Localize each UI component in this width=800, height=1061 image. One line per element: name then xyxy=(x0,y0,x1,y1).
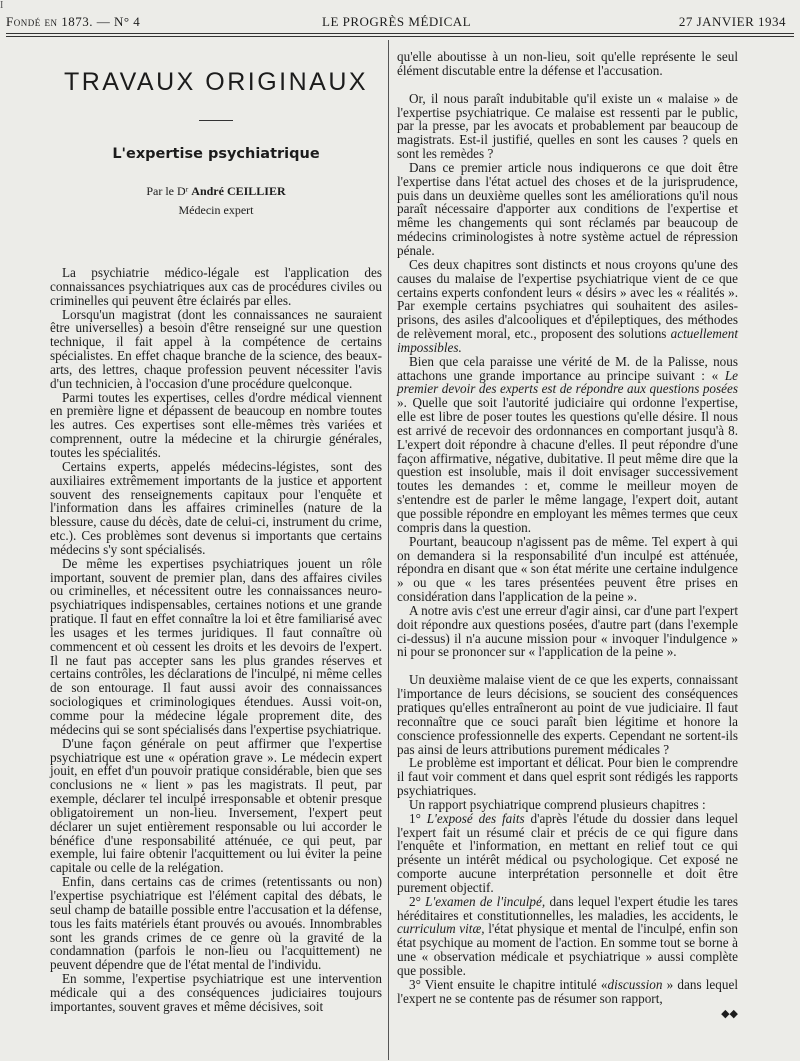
paragraph: Or, il nous paraît indubitable qu'il existe un « malaise » de l'expertise psychiatrique. Ce malaise est ressenti par le public, par la presse, par les avocats et probablement par beaucoup de magistrats. Est-il justifié, quelles en sont les causes ? quels en sont les remèdes ? xyxy=(397,90,738,162)
paragraph xyxy=(397,355,738,535)
header-rule-double xyxy=(6,36,794,37)
header-journal-title: LE PROGRÈS MÉDICAL xyxy=(322,14,472,29)
header-date: 27 JANVIER 1934 xyxy=(678,14,786,29)
right-column xyxy=(397,50,738,1006)
paragraph: Dans ce premier article nous indiquerons ce que doit être l'expertise dans l'état actuel des choses et de la jurisprudence, puis dans un deuxième quelles sont les améliorations qu'il nous paraît nécessaire d'apporter aux conditions de l'expertise et même les changements qui sont réclamés par beaucoup de médecins criminologistes à notre système actuel de répression pénale. xyxy=(397,159,738,258)
text-run: 3° Vient ensuite le chapitre intitulé « xyxy=(409,976,608,992)
text-run: l'état physique et mental de l'inculpé, enfin son état psychique au moment de l'action. En somme tout se borne à une « observation médicale et psychiatrique » aussi complète que possible. xyxy=(397,921,738,978)
text-run: Bien que cela paraisse une vérité de M. de la Palisse, nous attachons une grande importance au principe suivant : « xyxy=(397,353,738,383)
running-head xyxy=(6,14,786,34)
paragraph: D'une façon générale on peut affirmer que l'expertise psychiatrique est une « opération grave ». Le médecin expert jouit, en effet d'un pouvoir pratique considérable, bien que ses conclusions ne « lient » pas les magistrats. Il peut, par exemple, déclarer tel inculpé irresponsable et obtenir presque obligatoirement un non-lieu. Inversement, l'expert peut déclarer un sujet entièrement responsable ou lui accorder le bénéfice d'une responsabilité atténuée, ce qui peut, par exemple, lui faire obtenir l'acquittement ou lui éviter la peine capitale ou celle de la relégation. xyxy=(50,735,382,876)
paragraph: Un deuxième malaise vient de ce que les experts, connaissant l'importance de leurs décisions, se soucient des conséquences pratiques qu'elles entraîneront au point de vue judiciaire. Il faut reconnaître que ce souci paraît bien légitime et honore la conscience professionnelle des experts. Cependant ne sortent-ils pas ainsi de leurs attributions purement médicales ? xyxy=(397,672,738,757)
italic-text: discussion xyxy=(607,976,663,992)
column-divider xyxy=(388,40,389,1060)
text-run: dans lequel l'expert étudie les tares héréditaires et constitutionnelles, les maladies, les accidents, le xyxy=(397,893,738,923)
byline-prefix: Par le Dʳ xyxy=(146,184,192,198)
header-rule xyxy=(6,33,794,34)
list-item xyxy=(397,978,738,1006)
header-founded: Fondé en 1873. — N° 4 xyxy=(6,14,141,29)
item-number: 2° xyxy=(409,893,426,909)
italic-text: curriculum vitæ, xyxy=(397,921,485,937)
paragraph: En somme, l'expertise psychiatrique est une intervention médicale qui a des conséquences judiciaires toujours importantes, souvent graves et même décisives, soit xyxy=(50,971,382,1014)
text-run: ». Quelle que soit l'autorité judiciaire qui ordonne l'expertise, elle est libre de poser toutes les questions qu'elle désire. Il nous est arrivé de recevoir des ordonnances en comportant jusqu'à 8. L'expert doit répondre à chacune d'elles. Il peut répondre d'une façon affirmative, négative, dubitative. Il peut même dire que la question est insoluble, mais il doit envisager successivement toutes les demandes : et, comme le meilleur moyen de s'entendre est de parler le même langage, l'expert doit, autant que possible répondre en employant les mêmes termes que ceux compris dans la question. xyxy=(397,395,738,535)
italic-text: actuellement impossibles. xyxy=(397,326,739,355)
article-title: L'expertise psychiatrique xyxy=(112,146,320,162)
paragraph-gap xyxy=(397,78,738,92)
paragraph: Le problème est important et délicat. Pour bien le comprendre il faut voir comment et dans quel esprit sont rédigés les rapports psychiatriques. xyxy=(397,755,738,799)
continuation-paragraph: qu'elle aboutisse à un non-lieu, soit qu'elle représente le seul élément discutable entre la défense et l'accusation. xyxy=(397,49,738,78)
paragraph: A notre avis c'est une erreur d'agir ainsi, car d'une part l'expert doit répondre aux questions posées, d'autre part (dans l'exemple ci-dessus) il n'a aucune mission pour « invoquer l'indulgence » ni pour se prononcer sur « l'application de la peine ». xyxy=(397,602,738,660)
text-run: Ces deux chapitres sont distincts et nous croyons qu'une des causes du malaise de l'expertise psychiatrique vient de ce que certains experts confondent leurs « désirs » avec les « réalités ». Par exemple certains psychiatres qui souhaitent des asiles-prisons, des asiles d'alcooliques et d'épileptiques, des méthodes de relèvement moral, etc., proposent des solutions xyxy=(397,256,738,342)
paragraph: Certains experts, appelés médecins-légistes, sont des auxiliaires extrêmement importants de la justice et apportent souvent des renseignements capitaux pour l'enquête et l'information dans les affaires criminelles (nature de la blessure, cause du décès, date de celui-ci, instrument du crime, etc.). Ces problèmes sont devenus si importants que certains médecins s'y sont spécialisés. xyxy=(50,458,382,557)
paragraph: Pourtant, beaucoup n'agissent pas de même. Tel expert à qui on demandera si la responsabilité d'un inculpé est atténuée, répondra en disant que « son état mérite une certaine indulgence » ou que « les tares présentées peuvent être prises en considération dans l'application de la peine ». xyxy=(397,533,738,605)
margin-mark: I xyxy=(0,0,4,11)
italic-text: Le premier devoir des experts est de répondre aux questions posées xyxy=(397,367,738,397)
paragraph: Enfin, dans certains cas de crimes (retentissants ou non) l'expertise psychiatrique est l'élément capital des débats, le seul champ de bataille possible entre l'accusation et la défense, tous les faits matériels étant prouvés ou avoués. Innombrables sont les grands crimes de ce genre où la gravité de la condamnation (parfois le non-lieu ou l'acquittement) ne peuvent dépendre que de l'état mental de l'individu. xyxy=(50,874,382,973)
italic-text: L'exposé des faits xyxy=(426,810,525,826)
paragraph: Parmi toutes les expertises, celles d'ordre médical viennent en première ligne et dépassent de beaucoup en nombre toutes les autres. Ces expertises sont elle-mêmes très variées et comprennent, outre la médecine et la chirurgie générales, toutes les spécialités. xyxy=(50,389,382,460)
paragraph-gap xyxy=(397,659,738,673)
item-number: 1° xyxy=(409,810,427,826)
paragraph: La psychiatrie médico-légale est l'application des connaissances psychiatriques aux cas de procédures civiles ou criminelles qui peuvent être éclairés par elles. xyxy=(50,265,382,308)
end-ornament: ◆◆ xyxy=(721,1008,738,1020)
title-divider xyxy=(199,120,233,121)
author-affiliation: Médecin expert xyxy=(178,203,254,217)
author-name: André CEILLIER xyxy=(191,184,286,198)
text-run: d'après l'étude du dossier dans lequel l'expert fait un résumé clair et précis de ce qui figure dans l'enquête et l'information, en mettant en relief tout ce qui présente un intérêt médical ou psychologique. Cet exposé ne comporte aucune interprétation personnelle et doit être purement objectif. xyxy=(397,810,738,895)
paragraph: Un rapport psychiatrique comprend plusieurs chapitres : xyxy=(409,796,706,812)
list-item xyxy=(397,812,738,895)
text-run: » dans lequel l'expert ne se contente pas de résumer son rapport, xyxy=(397,976,738,1006)
left-column xyxy=(50,266,382,1014)
italic-text: L'examen de l'inculpé, xyxy=(425,893,546,909)
paragraph xyxy=(397,258,738,355)
list-item xyxy=(397,895,738,978)
paragraph: Lorsqu'un magistrat (dont les connaissances ne sauraient être universelles) a besoin d'être renseigné sur une question technique, il fait appel à la compétence de certains spécialistes. En effet chaque branche de la science, des beaux-arts, des lettres, chaque profession peuvent nécessiter l'avis d'un technicien, à l'occasion d'une procédure quelconque. xyxy=(50,306,382,391)
paragraph: De même les expertises psychiatriques jouent un rôle important, souvent de premier plan, dans des affaires civiles ou criminelles, et nécessitent outre les connaissances neuro-psychiatriques indispensables, certaines notions et une grande pratique. Il faut en effet connaître la loi et être familiarisé avec les usages et les termes juridiques. Il faut connaître où commencent et où cessent les droits et les devoirs de l'expert. Il ne faut pas accepter sans les plus grandes réserves et certains contrôles, les déclarations de l'inculpé, ni même celles de son entourage. Il faut aussi avoir des connaissances sociologiques et criminologiques étendues. Aussi voit-on, comme pour la médecine légale proprement dite, des médecins qui se sont spécialisés dans l'expertise psychiatrique. xyxy=(50,555,382,737)
byline xyxy=(50,184,382,199)
section-title: TRAVAUX ORIGINAUX xyxy=(63,68,369,96)
